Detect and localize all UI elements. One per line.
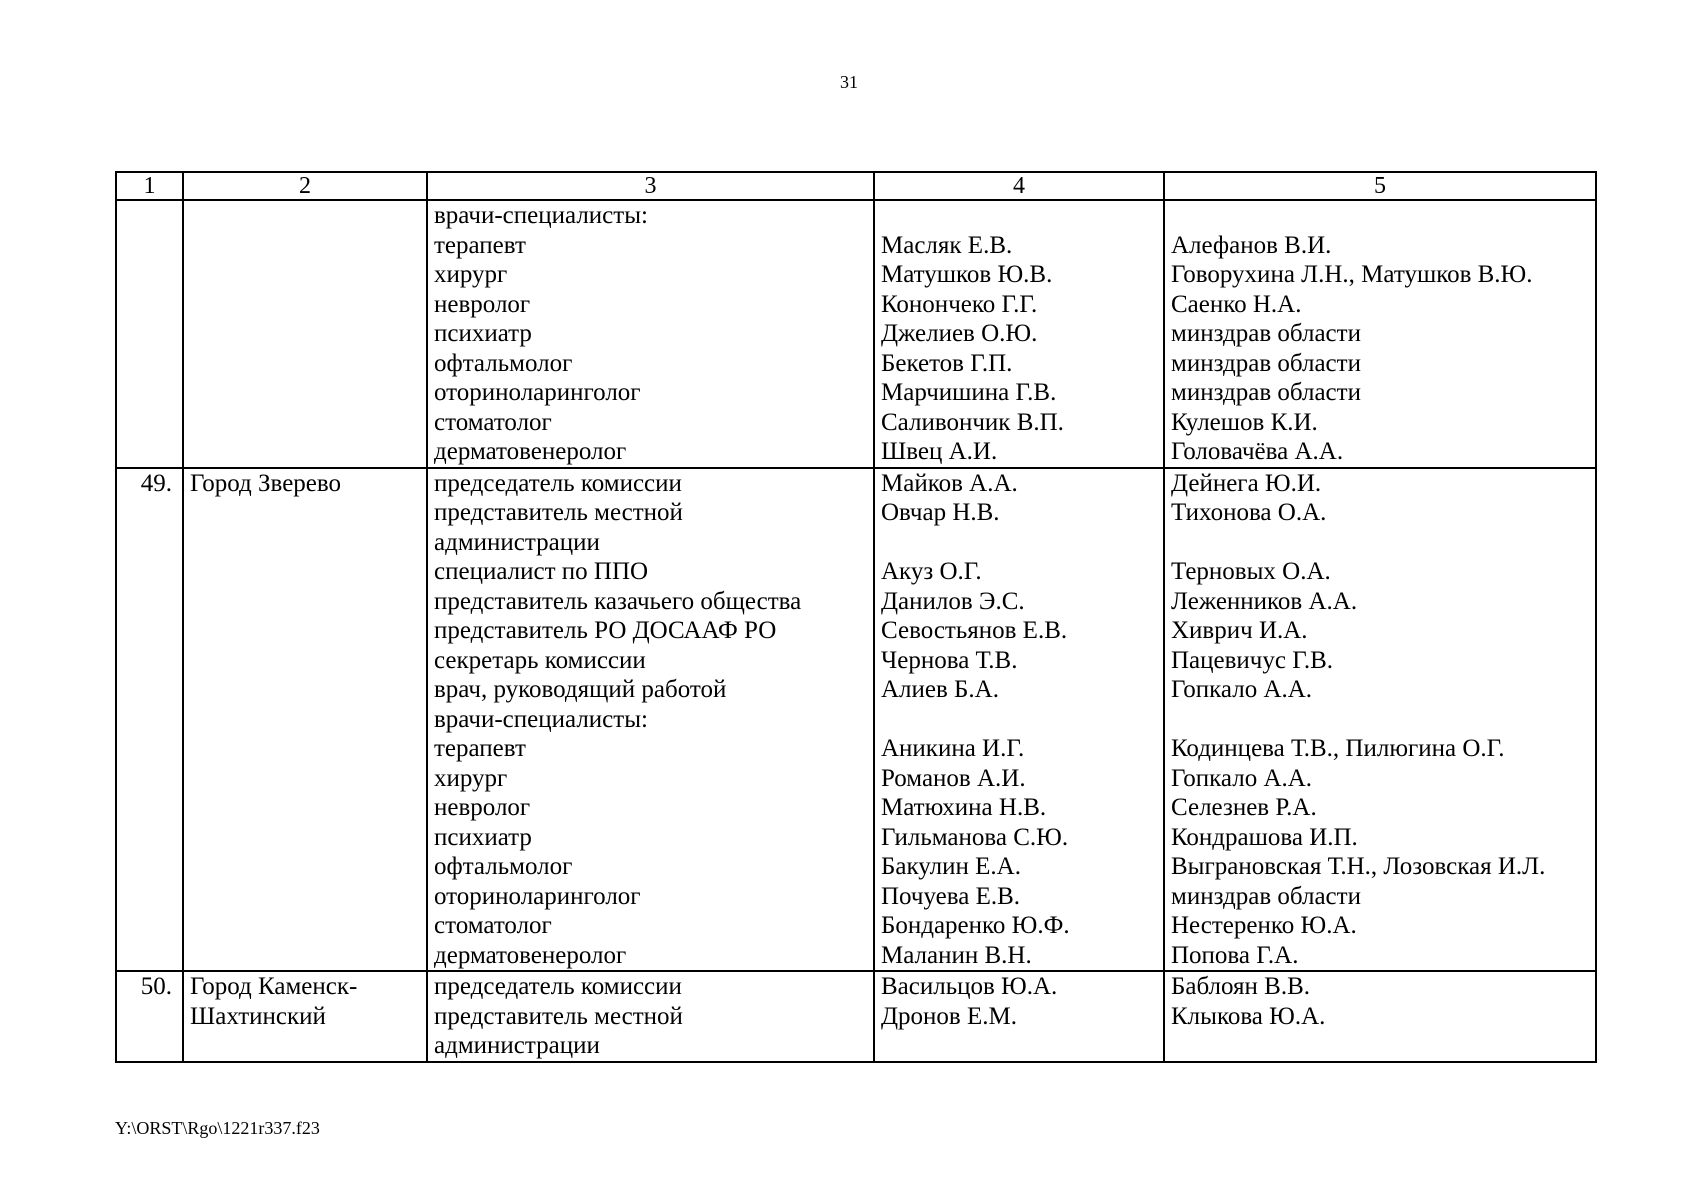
page-number: 31	[840, 72, 858, 92]
file-path-footer: Y:\ORST\Rgo\1221r337.f23	[115, 1118, 320, 1138]
main-member-line: Овчар Н.В.	[881, 499, 1000, 526]
reserve-member-line: Пацевичус Г.В.	[1171, 646, 1334, 674]
main-member-line: Джелиев О.Ю.	[881, 320, 1038, 347]
role-line: стоматолог	[434, 408, 552, 436]
reserve-member-line: Выграновская Т.Н., Лозовская И.Л.	[1171, 853, 1546, 880]
reserve-member-line: минздрав области	[1171, 320, 1361, 347]
role-line: терапевт	[434, 231, 526, 259]
city-line: Город Каменск-	[190, 973, 358, 1000]
role-line: оториноларинголог	[434, 379, 641, 406]
role-line: невролог	[434, 794, 531, 821]
reserve-member-cell	[1164, 200, 1596, 468]
reserve-member-line	[1171, 705, 1589, 735]
reserve-member-cell	[1164, 971, 1596, 1062]
commission-table	[115, 171, 1597, 1063]
reserve-member-line: Баблоян В.В.	[1171, 973, 1311, 1000]
main-member-line: Швец А.И.	[881, 438, 998, 465]
role-line: председатель комиссии	[434, 973, 682, 1000]
role-line: хирург	[434, 261, 508, 288]
role-cell	[427, 468, 874, 972]
role-line: представитель местной	[434, 1002, 683, 1030]
city-cell	[183, 200, 427, 468]
reserve-member-line: Алефанов В.И.	[1171, 231, 1332, 259]
role-line: психиатр	[434, 823, 532, 851]
reserve-member-line	[1171, 528, 1589, 558]
reserve-member-line	[1171, 1031, 1589, 1061]
reserve-member-line: минздрав области	[1171, 349, 1361, 377]
main-member-line	[881, 1031, 1157, 1061]
table-row	[116, 971, 1596, 1062]
reserve-member-line: Селезнев Р.А.	[1171, 794, 1317, 821]
main-member-line: Бакулин Е.А.	[881, 853, 1021, 880]
role-line: стоматолог	[434, 912, 552, 939]
header-cell: 5	[1164, 172, 1596, 200]
role-cell	[427, 200, 874, 468]
main-member-line: Марчишина Г.В.	[881, 379, 1057, 406]
main-member-line	[881, 705, 1157, 735]
reserve-member-line: минздрав области	[1171, 379, 1361, 406]
row-number-cell: 49.	[116, 468, 183, 972]
reserve-member-line: Клыкова Ю.А.	[1171, 1002, 1326, 1030]
role-line: дерматовенеролог	[434, 438, 627, 465]
city-cell	[183, 468, 427, 972]
role-line: представитель казачьего общества	[434, 587, 802, 615]
header-cell: 1	[116, 172, 183, 200]
main-member-line: Севостьянов Е.В.	[881, 617, 1068, 644]
role-line: хирург	[434, 764, 508, 792]
main-member-line: Алиев Б.А.	[881, 676, 999, 703]
reserve-member-line: Дейнега Ю.И.	[1171, 469, 1322, 497]
role-line: секретарь комиссии	[434, 646, 646, 674]
role-line: администрации	[434, 1032, 600, 1059]
main-member-line: Бекетов Г.П.	[881, 349, 1013, 377]
role-line: офтальмолог	[434, 349, 573, 377]
role-line: представитель РО ДОСААФ РО	[434, 617, 777, 644]
reserve-member-line: Саенко Н.А.	[1171, 290, 1302, 318]
reserve-member-line: Терновых О.А.	[1171, 558, 1331, 585]
main-member-line	[881, 201, 1157, 231]
main-member-cell	[874, 971, 1164, 1062]
role-line: представитель местной	[434, 499, 683, 526]
main-member-line: Саливончик В.П.	[881, 408, 1064, 436]
main-member-line: Аникина И.Г.	[881, 735, 1025, 762]
city-cell	[183, 971, 427, 1062]
main-member-line: Романов А.И.	[881, 764, 1026, 792]
reserve-member-line: Гопкало А.А.	[1171, 764, 1313, 792]
row-number-cell: 50.	[116, 971, 183, 1062]
main-member-line: Гильманова С.Ю.	[881, 823, 1069, 851]
header-cell: 2	[183, 172, 427, 200]
main-member-line: Матушков Ю.В.	[881, 261, 1053, 288]
role-line: терапевт	[434, 735, 526, 762]
header-cell: 3	[427, 172, 874, 200]
main-member-line: Конончеко Г.Г.	[881, 290, 1038, 318]
main-member-line: Васильцов Ю.А.	[881, 973, 1058, 1000]
reserve-member-line: Леженников А.А.	[1171, 587, 1358, 615]
main-member-line: Чернова Т.В.	[881, 646, 1018, 674]
role-line: председатель комиссии	[434, 469, 682, 497]
table-header-row	[116, 172, 1596, 200]
reserve-member-cell	[1164, 468, 1596, 972]
reserve-member-line: Гопкало А.А.	[1171, 676, 1313, 703]
role-line: невролог	[434, 290, 531, 318]
main-member-line: Акуз О.Г.	[881, 558, 982, 585]
role-line: офтальмолог	[434, 853, 573, 880]
reserve-member-line: минздрав области	[1171, 882, 1361, 910]
main-member-line: Данилов Э.С.	[881, 587, 1025, 615]
reserve-member-line: Хиврич И.А.	[1171, 617, 1308, 644]
reserve-member-line	[1171, 201, 1589, 231]
city-line: Шахтинский	[190, 1002, 326, 1030]
table-row	[116, 200, 1596, 468]
main-member-line: Дронов Е.М.	[881, 1002, 1017, 1030]
reserve-member-line: Кондрашова И.П.	[1171, 823, 1358, 851]
main-member-line: Бондаренко Ю.Ф.	[881, 912, 1070, 939]
role-cell	[427, 971, 874, 1062]
role-line: врачи-специалисты:	[434, 705, 648, 733]
main-member-line: Матюхина Н.В.	[881, 794, 1047, 821]
reserve-member-line: Нестеренко Ю.А.	[1171, 912, 1357, 939]
city-line: Город Зверево	[190, 469, 342, 497]
reserve-member-line: Говорухина Л.Н., Матушков В.Ю.	[1171, 261, 1533, 288]
row-number-cell	[116, 200, 183, 468]
main-member-line: Майков А.А.	[881, 469, 1018, 497]
main-member-cell	[874, 468, 1164, 972]
role-line: дерматовенеролог	[434, 941, 627, 969]
reserve-member-line: Тихонова О.А.	[1171, 499, 1327, 526]
main-member-line	[881, 528, 1157, 558]
main-member-line: Маланин В.Н.	[881, 941, 1032, 969]
main-member-line: Почуева Е.В.	[881, 882, 1021, 910]
reserve-member-line: Головачёва А.А.	[1171, 438, 1344, 465]
role-line: врачи-специалисты:	[434, 202, 648, 229]
role-line: оториноларинголог	[434, 882, 641, 910]
role-line: психиатр	[434, 320, 532, 347]
header-cell: 4	[874, 172, 1164, 200]
role-line: специалист по ППО	[434, 558, 649, 585]
role-line: врач, руководящий работой	[434, 676, 727, 703]
role-line: администрации	[434, 528, 600, 556]
reserve-member-line: Попова Г.А.	[1171, 941, 1299, 969]
reserve-member-line: Кулешов К.И.	[1171, 408, 1318, 436]
main-member-cell	[874, 200, 1164, 468]
main-member-line: Масляк Е.В.	[881, 231, 1013, 259]
reserve-member-line: Кодинцева Т.В., Пилюгина О.Г.	[1171, 735, 1505, 762]
table-row	[116, 468, 1596, 972]
